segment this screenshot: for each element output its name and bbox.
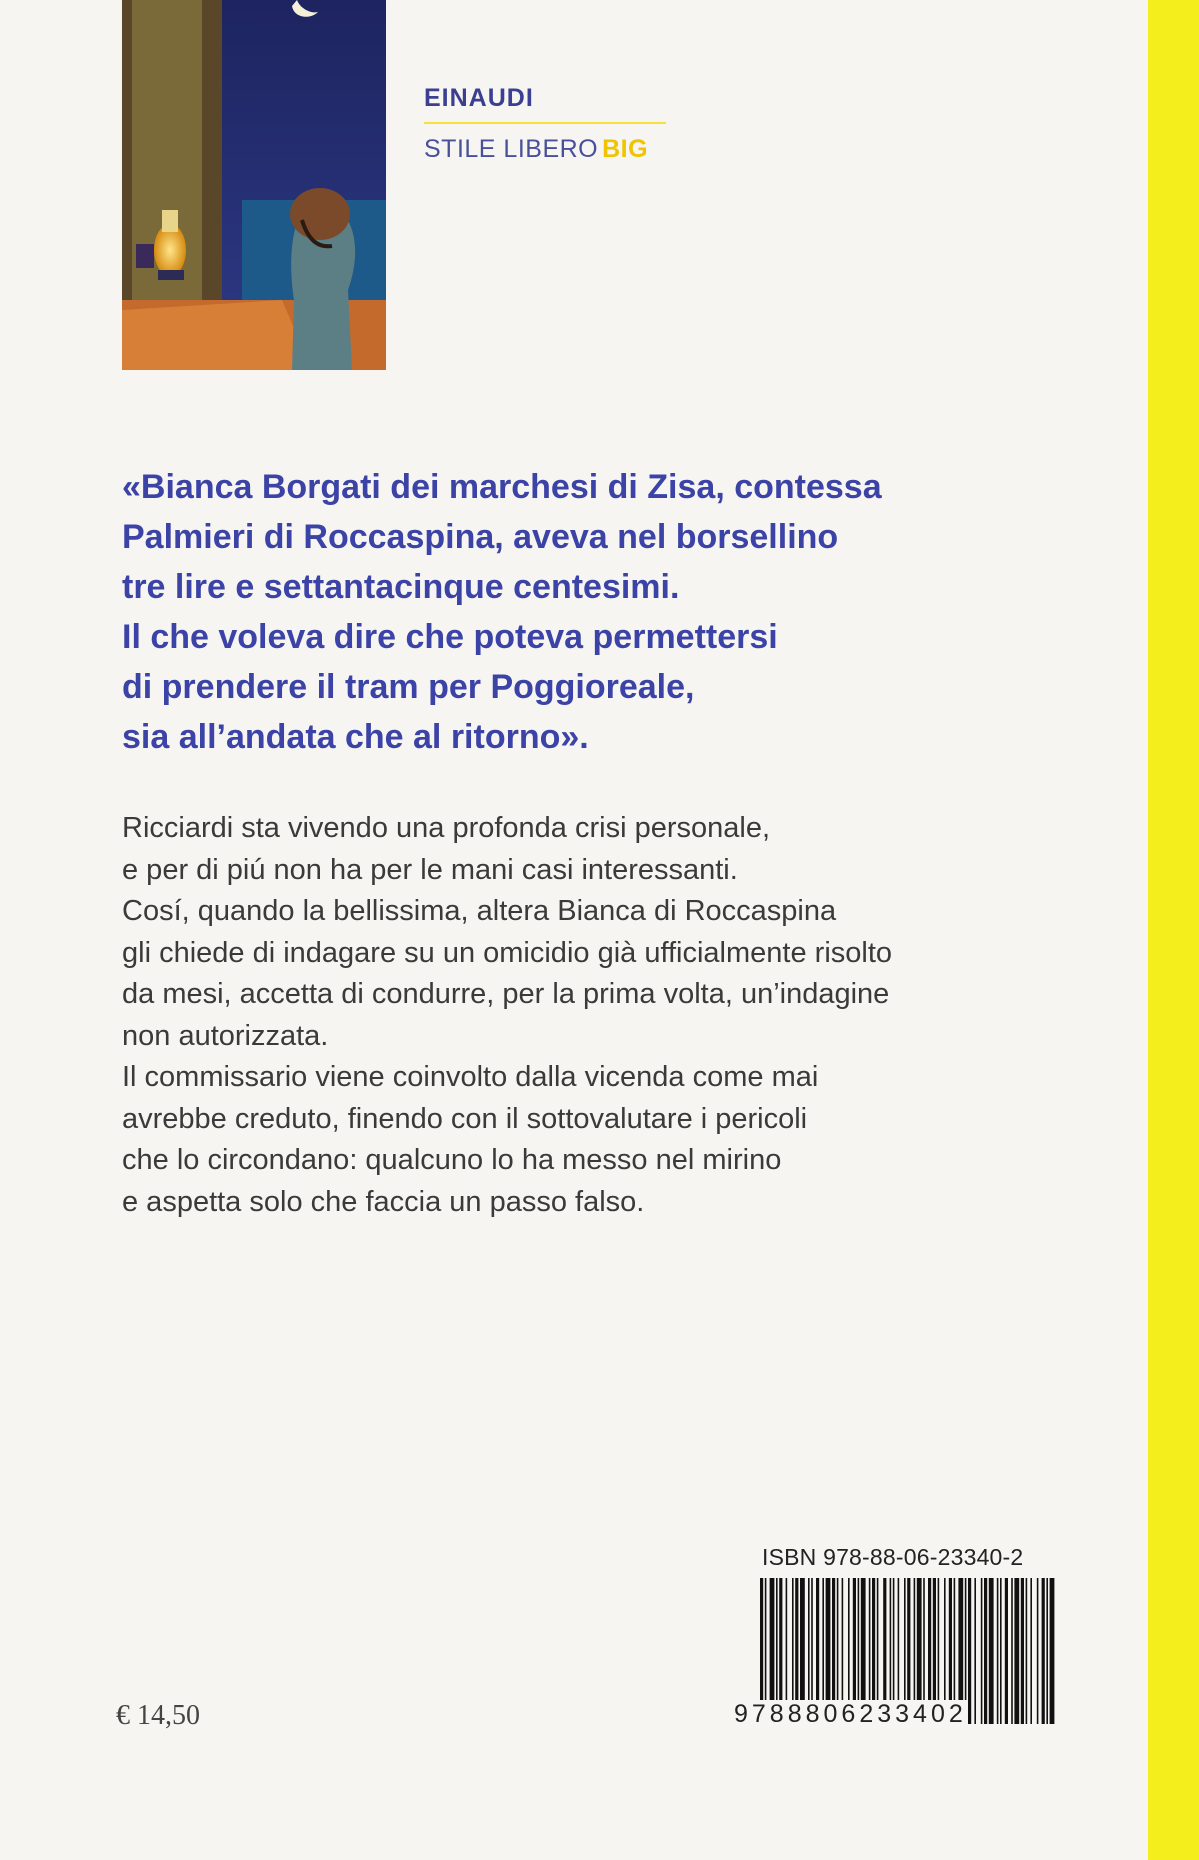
- series-title: [424, 135, 648, 164]
- quote-line: «Bianca Borgati dei marchesi di Zisa, contessa: [122, 468, 882, 506]
- quote-line: Palmieri di Roccaspina, aveva nel borsellino: [122, 518, 839, 556]
- synopsis-line: che lo circondano: qualcuno lo ha messo nel mirino: [122, 1144, 782, 1176]
- synopsis-line: Il commissario viene coinvolto dalla vicenda come mai: [122, 1061, 819, 1093]
- synopsis-line: da mesi, accetta di condurre, per la prima volta, un’indagine: [122, 978, 890, 1010]
- publisher-name: EINAUDI: [424, 84, 534, 112]
- barcode-digits: 9788806233402: [734, 1700, 967, 1728]
- quote-line: sia all’andata che al ritorno».: [122, 718, 589, 756]
- painting-figure-lamp-icon: [122, 0, 386, 370]
- synopsis-line: avrebbe creduto, finendo con il sottovalutare i pericoli: [122, 1102, 808, 1135]
- quote-line: tre lire e settantacinque centesimi.: [122, 568, 680, 606]
- price-label: € 14,50: [116, 1700, 200, 1731]
- synopsis-line: Cosí, quando la bellissima, altera Bianca di Roccaspina: [122, 895, 837, 927]
- synopsis-line: non autorizzata.: [122, 1019, 329, 1052]
- publisher-divider: [424, 122, 666, 124]
- synopsis-line: e aspetta solo che faccia un passo falso.: [122, 1185, 645, 1218]
- quote-line: Il che voleva dire che poteva permettersi: [122, 618, 778, 656]
- isbn-label: ISBN 978-88-06-23340-2: [762, 1544, 1024, 1570]
- synopsis-line: e per di piú non ha per le mani casi interessanti.: [122, 853, 738, 886]
- series-badge: BIG: [602, 135, 649, 163]
- synopsis-line: gli chiede di indagare su un omicidio già ufficialmente risolto: [122, 936, 893, 969]
- series-name: STILE LIBERO: [424, 135, 599, 163]
- pull-quote: [122, 462, 1082, 762]
- synopsis-line: Ricciardi sta vivendo una profonda crisi personale,: [122, 812, 771, 844]
- yellow-spine-band: [1148, 0, 1199, 1860]
- quote-line: di prendere il tram per Poggioreale,: [122, 668, 695, 706]
- synopsis: [122, 808, 1082, 1223]
